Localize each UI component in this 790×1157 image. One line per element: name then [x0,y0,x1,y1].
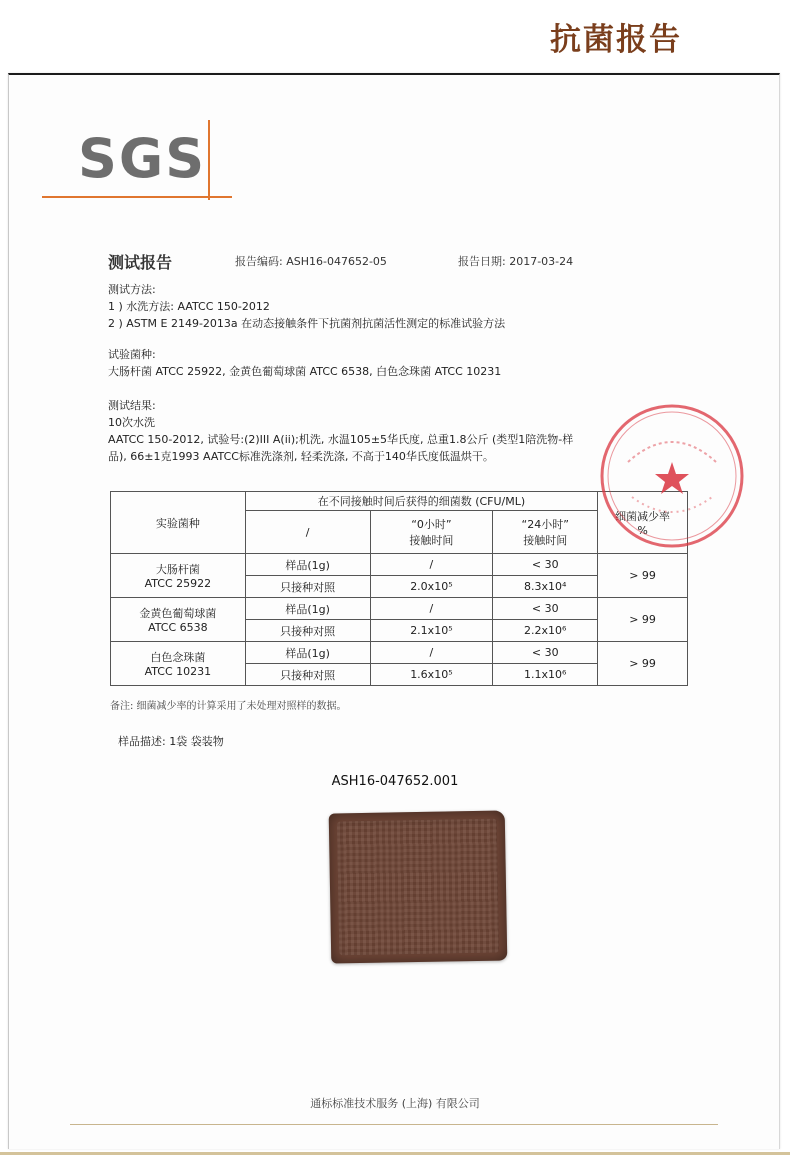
sample-description: 样品描述: 1袋 袋装物 [118,735,224,748]
reduction-value: > 99 [598,642,688,686]
sgs-logo-text: SGS [78,127,207,190]
header-reduction-unit: % [637,524,648,537]
reduction-value: > 99 [598,598,688,642]
sgs-logo [70,120,240,205]
header-0h-label: “0小时” [411,518,452,531]
results-line-1: AATCC 150-2012, 试验号:(2)III A(ii);机洗, 水温105±5华氏度, 总重1.8公斤 (类型1陪洗物-样 [108,433,574,446]
footer-divider [70,1124,718,1125]
table-note: 备注: 细菌减少率的计算采用了未处理对照样的数据。 [110,701,347,712]
sample-label: 样品(1g) [245,598,370,620]
methods-heading: 测试方法: [108,283,156,296]
control-label: 只接种对照 [245,620,370,642]
company-seal-stamp [598,402,746,550]
sample-0h: / [370,554,493,576]
table-row [111,598,688,620]
sample-label: 样品(1g) [245,554,370,576]
strain-name: 大肠杆菌 [155,563,200,576]
table-row [111,642,688,664]
sample-label: 样品(1g) [245,642,370,664]
method-item: 2 ) ASTM E 2149-2013a 在动态接触条件下抗菌剂抗菌活性测定的标准试验方法 [108,317,506,330]
page-bottom-rule [0,1152,790,1155]
control-label: 只接种对照 [245,664,370,686]
reduction-value: > 99 [598,554,688,598]
strain-code: ATCC 25922 [144,577,212,590]
header-24h [493,511,598,554]
banner-title: 抗菌报告 [550,22,682,58]
sample-0h: / [370,642,493,664]
header-0h-sub: 接触时间 [409,534,454,547]
control-0h: 2.1x10⁵ [370,620,493,642]
strains-section [108,346,501,380]
header-strain: 实验菌种 [111,492,246,554]
results-section [108,397,573,465]
header-24h-label: “24小时” [521,518,569,531]
towel-texture [337,819,499,956]
header-reduction-label: 细菌减少率 [615,510,671,523]
control-24h: 1.1x10⁶ [493,664,598,686]
logo-accent-vertical [208,120,210,200]
sample-24h: < 30 [493,642,598,664]
towel-sample-photo [329,810,508,963]
star-icon [655,462,689,494]
strain-cell [111,554,246,598]
report-date: 报告日期: 2017-03-24 [458,255,574,268]
report-title: 测试报告 [108,253,173,272]
strain-code: ATCC 6538 [148,621,208,634]
header-group: 在不同接触时间后获得的细菌数 (CFU/ML) [245,492,597,511]
report-number: 报告编码: ASH16-047652-05 [235,255,387,268]
table-row [111,554,688,576]
strain-name: 金黄色葡萄球菌 [139,607,217,620]
strain-name: 白色念珠菌 [150,651,206,664]
sample-0h: / [370,598,493,620]
sample-id: ASH16-047652.001 [331,774,459,789]
control-0h: 2.0x10⁵ [370,576,493,598]
results-heading: 测试结果: [108,399,156,412]
sample-24h: < 30 [493,598,598,620]
control-24h: 8.3x10⁴ [493,576,598,598]
strains-text: 大肠杆菌 ATCC 25922, 金黄色葡萄球菌 ATCC 6538, 白色念珠菌 ATCC 10231 [108,365,502,378]
methods-section [108,281,505,332]
strains-heading: 试验菌种: [108,348,156,361]
method-item: 1 ) 水洗方法: AATCC 150-2012 [108,300,270,313]
results-wash: 10次水洗 [108,416,155,429]
results-line-2: 品), 66±1克1993 AATCC标准洗涤剂, 轻柔洗涤, 不高于140华氏度低温烘干。 [108,450,494,463]
header-24h-sub: 接触时间 [523,534,568,547]
control-24h: 2.2x10⁶ [493,620,598,642]
sample-24h: < 30 [493,554,598,576]
footer-company: 通标标准技术服务 (上海) 有限公司 [310,1097,480,1110]
logo-accent-horizontal [42,196,232,198]
header-blank: / [245,511,370,554]
header-0h [370,511,493,554]
strain-cell [111,642,246,686]
strain-code: ATCC 10231 [144,665,212,678]
control-0h: 1.6x10⁵ [370,664,493,686]
strain-cell [111,598,246,642]
control-label: 只接种对照 [245,576,370,598]
